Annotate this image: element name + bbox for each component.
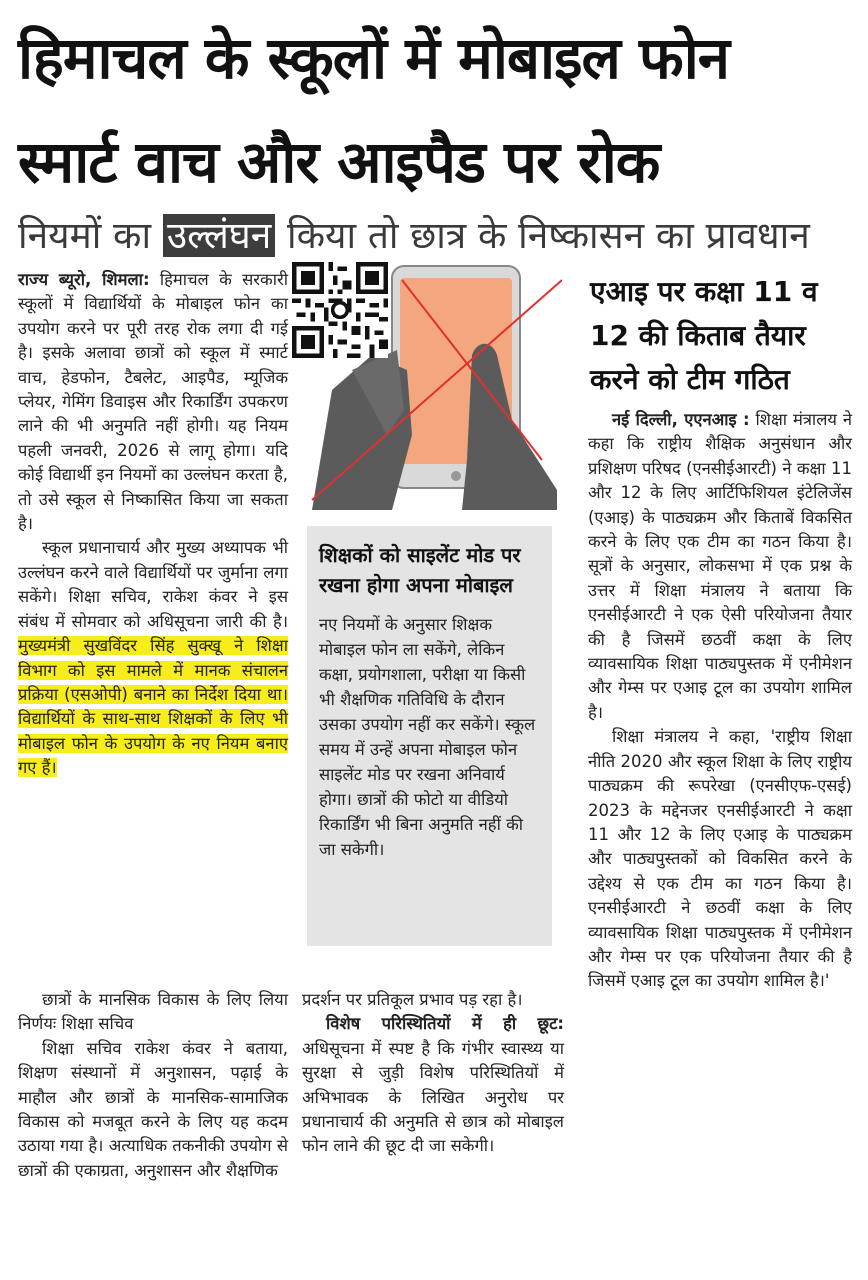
headline-line-1: हिमाचल के स्कूलों में मोबाइल फोन [18,24,729,92]
main-paragraph-4: शिक्षा सचिव राकेश कंवर ने बताया, शिक्षण संस्थानों में अनुशासन, पढ़ाई के माहौल और छात्रों के मानसिक-सामाजिक विकास को मजबूत करने के लिए यह कदम उठाया गया है। अत्याधिक तकनीकी उपयोग से छात्रों की एकाग्रता, अनुशासन और शैक्षणिक [18,1038,288,1180]
subheadline [18,208,858,264]
side-dateline: नई दिल्ली, एएनआइ : [612,410,750,429]
main-paragraph-5: प्रदर्शन पर प्रतिकूल प्रभाव पड़ रहा है। [302,990,523,1009]
exemption-paragraph: अधिसूचना में स्पष्ट है कि गंभीर स्वास्थ्य या सुरक्षा से जुड़ी विशेष परिस्थितियों में अभिभावक के लिखित अनुरोध पर प्रधानाचार्य की अनुमति से छात्र को मोबाइल फोन लाने की छूट दी जा सकेगी। [302,1038,564,1156]
main-dateline: राज्य ब्यूरो, शिमला: [18,270,150,289]
subhead-before: नियमों का [18,214,163,257]
boxed-story-body: नए नियमों के अनुसार शिक्षक मोबाइल फोन ला सकेंगे, लेकिन कक्षा, प्रयोगशाला, परीक्षा या किसी भी शैक्षणिक गतिविधि के दौरान उसका उपयोग नहीं कर सकेंगे। स्कूल समय में उन्हें अपना मोबाइल फोन साइलेंट मोड पर रखना अनिवार्य होगा। छात्रों की फोटो या वीडियो रिकार्डिंग भी बिना अनुमति नहीं की जा सकेगी। [319,615,536,859]
side-story-column [588,408,852,994]
main-paragraph-1: हिमाचल के सरकारी स्कूलों में विद्यार्थियों के मोबाइल फोन का उपयोग करने पर पूरी तरह रोक लगा दी गई है। इसके अलावा छात्रों को स्कूल में स्मार्ट वाच, हेडफोन, टैबलेट, आइपैड, म्यूजिक प्लेयर, गेमिंग डिवाइस और रिकार्डिंग उपकरण लाने की भी अनुमति नहीं होगी। यह नियम पहली जनवरी, 2026 से लागू होगा। यदि कोई विद्यार्थी इन नियमों का उल्लंघन करता है, तो उसे स्कूल से निष्कासित किया जा सकता है। [18,270,288,534]
boxed-story-title: शिक्षकों को साइलेंट मोड पर रखना होगा अपना मोबाइल [319,543,521,597]
subhead-highlight: उल्लंघन [163,214,275,257]
boxed-story [307,526,552,946]
main-story-column [18,268,288,781]
main-subheading: छात्रों के मानसिक विकास के लिए लिया निर्णयः शिक्षा सचिव [18,990,288,1034]
headline [18,6,858,214]
main-story-column-lower [18,988,288,1183]
side-paragraph-1: शिक्षा मंत्रालय ने कहा कि राष्ट्रीय शैक्षिक अनुसंधान और प्रशिक्षण परिषद (एनसीईआरटी) ने कक्षा 11 और 12 के लिए आर्टिफिशियल इंटेलिजेंस (एआइ) के पाठ्यक्रम और किताबें विकसित करने के लिए एक टीम का गठन किया है। सूत्रों के अनुसार, लोकसभा में एक प्रश्न के उत्तर में शिक्षा मंत्रालय ने बताया कि एनसीईआरटी ने एक ऐसी परियोजना तैयार की है जिसमें छठवीं कक्षा के लिए व्यावसायिक शिक्षा पाठ्यपुस्तक में एनीमेशन और गेम्स पर एआइ टूल का उपयोग शामिल है। [588,410,853,722]
main-paragraph-2: स्कूल प्रधानाचार्य और मुख्य अध्यापक भी उल्लंघन करने वाले विद्यार्थियों पर जुर्माना लगा सकेंगे। शिक्षा सचिव, राकेश कंवर ने इस संबंध में सोमवार को अधिसूचना जारी की है। [18,538,288,631]
side-story-title: एआइ पर कक्षा 11 व 12 की किताब तैयार करने को टीम गठित [590,275,818,396]
main-paragraph-2-highlight: मुख्यमंत्री सुखविंदर सिंह सुक्खू ने शिक्षा विभाग को इस मामले में मानक संचालन प्रक्रिया (एसओपी) बनाने का निर्देश दिया था। विद्यार्थियों के साथ-साथ शिक्षकों के लिए भी मोबाइल फोन के उपयोग के नए नियम बनाए गए हैं। [18,636,288,778]
side-paragraph-2: शिक्षा मंत्रालय ने कहा, 'राष्ट्रीय शिक्षा नीति 2020 और स्कूल शिक्षा के लिए राष्ट्रीय पाठ्यक्रम की रूपरेखा (एनसीएफ-एसई) 2023 के मद्देनजर एनसीईआरटी ने कक्षा 11 और 12 के लिए एआइ के पाठ्यक्रम और पाठ्यपुस्तकों को विकसित करने के उद्देश्य से एक टीम का गठन किया है। एनसीईआरटी ने छठवीं कक्षा के लिए व्यावसायिक शिक्षा पाठ्यपुस्तक में एनीमेशन और गेम्स पर एक परियोजना तैयार की है जिसमें एआइ टूल का उपयोग शामिल है।' [588,727,852,991]
main-story-continued [302,988,564,1159]
headline-line-2: स्मार्ट वाच और आइपैड पर रोक [18,128,660,196]
exemption-lead: विशेष परिस्थितियों में ही छूट: [326,1014,564,1034]
qr-code-icon [292,262,388,358]
subhead-after: किया तो छात्र के निष्कासन का प्रावधान [275,214,810,257]
